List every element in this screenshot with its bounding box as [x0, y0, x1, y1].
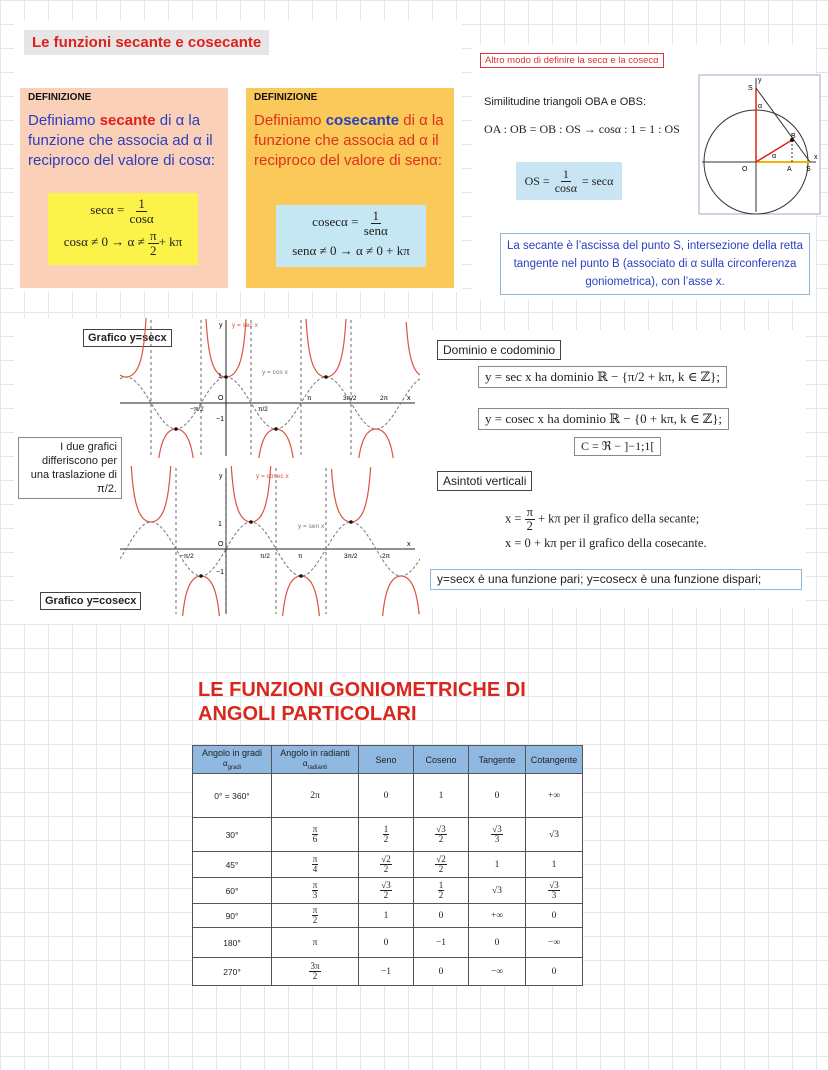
header-tangent: Tangente: [469, 746, 526, 774]
table-cell-tan: √3: [469, 878, 526, 904]
csc-tick-pi: π: [298, 553, 303, 560]
point-a-label: A: [787, 166, 792, 173]
table-row: [193, 774, 583, 818]
cosecant-definition-box: [246, 88, 454, 288]
secant-keyword: secante: [99, 112, 156, 129]
table-cell-deg: 90°: [193, 904, 272, 928]
csc-graph-label: Grafico y=cosecx: [40, 592, 141, 610]
table-cell-tan: 1: [469, 852, 526, 878]
sec-tick-neg-pi-2: −π/2: [190, 406, 204, 413]
special-angles-title-line2: ANGOLI PARTICOLARI: [198, 703, 417, 725]
sec-branch: [358, 322, 420, 458]
sec-one-label: 1: [218, 373, 222, 380]
fraction: $\frac{√3}{3}$: [549, 880, 559, 900]
sec-branch: [306, 319, 346, 377]
table-cell-sin: [359, 852, 414, 878]
secant-formula-den: cosα: [129, 210, 154, 226]
sec-asym-num: π: [526, 505, 533, 519]
table-cell-tan: 0: [469, 928, 526, 958]
cosecant-keyword: cosecante: [325, 112, 400, 129]
secant-formula: [48, 197, 198, 225]
table-cell-tan: +∞: [469, 904, 526, 928]
secant-geometric-note: La secante è l’ascissa del punto S, intersezione della retta tangente nel punto B (associato di α sulla circonferenza goniometrica), con l’asse x.: [500, 233, 810, 295]
cosecant-text-post: di α la funzione che associa ad α il reciproco del valore di senα:: [254, 112, 444, 169]
table-cell-deg: 270°: [193, 958, 272, 986]
translation-note: I due grafici differiscono per una traslazione di π/2.: [18, 437, 122, 499]
table-cell-rad: [272, 878, 359, 904]
csc-tick-3pi-2: 3π/2: [344, 553, 358, 560]
sec-x-label: x: [407, 395, 411, 402]
table-cell-cot: 1: [526, 852, 583, 878]
special-angles-title-line1: LE FUNZIONI GONIOMETRICHE DI: [198, 679, 526, 701]
diagram-y-label: y: [758, 77, 762, 84]
sec-branch: [159, 429, 194, 458]
page-title: Le funzioni secante e cosecante: [24, 30, 269, 55]
table-cell-rad: 2π: [272, 774, 359, 818]
sec-curve-label: y = sec x: [232, 322, 258, 329]
fraction: $\frac{1}{2}$: [383, 824, 389, 844]
sec-domain: y = sec x ha dominio ℝ − {π/2 + kπ, k ∈ ℤ};: [478, 366, 727, 388]
csc-extremum-point: [199, 574, 203, 578]
table-row: [193, 818, 583, 852]
header-radians-sub: α: [302, 759, 308, 769]
secant-condition-den: 2: [150, 242, 157, 258]
diagram-frame: [699, 75, 820, 214]
table-cell-cot: [526, 878, 583, 904]
table-cell-cos: [414, 878, 469, 904]
header-sine: Seno: [359, 746, 414, 774]
point-s-label: S: [806, 166, 811, 173]
header-degrees-label: Angolo in gradi: [201, 748, 263, 759]
header-cotangent: Cotangente: [526, 746, 583, 774]
fraction: $\frac{\pi}{2}$: [312, 905, 318, 925]
sec-y-label: y: [219, 322, 223, 329]
point-s-top-label: S: [748, 85, 753, 92]
secant-formula-box: [48, 193, 198, 265]
alternative-definition-title: Altro modo di definire la secα e la cosecα: [480, 53, 664, 68]
table-cell-deg: 30°: [193, 818, 272, 852]
sec-extremum-point: [324, 375, 328, 379]
table-cell-deg: 60°: [193, 878, 272, 904]
alpha-label: α: [772, 153, 777, 160]
sin-curve-label: y = sen x: [298, 523, 325, 530]
sec-origin-label: O: [218, 395, 224, 402]
secant-text-pre: Definiamo: [28, 112, 100, 129]
fraction: $\frac{3\pi}{2}$: [310, 961, 320, 981]
csc-branch: [131, 466, 171, 522]
secant-formula-lhs: secα =: [90, 202, 125, 218]
header-degrees-sub-small: gradi: [227, 764, 241, 771]
table-cell-tan: [469, 818, 526, 852]
fraction: $\frac{\pi}{6}$: [312, 824, 318, 844]
header-degrees-sub: α: [223, 759, 228, 769]
header-radians-label: Angolo in radianti: [280, 748, 350, 759]
sec-tick-pi-2: π/2: [258, 406, 268, 413]
fraction: $\frac{1}{2}$: [438, 880, 444, 900]
table-cell-cos: [414, 852, 469, 878]
csc-extremum-point: [349, 520, 353, 524]
csc-tick-pi-2: π/2: [260, 553, 270, 560]
table-cell-rad: [272, 852, 359, 878]
special-angles-table: [192, 745, 583, 986]
secant-definition-text: [28, 111, 220, 171]
csc-origin-label: O: [218, 541, 224, 548]
os-den: cosα: [554, 180, 577, 195]
cosecant-text-pre: Definiamo: [254, 112, 326, 129]
secant-text-post: di α la funzione che associa ad α il reciproco del valore di cosα:: [28, 112, 216, 169]
table-row: [193, 958, 583, 986]
secant-condition: [48, 229, 198, 257]
table-cell-cot: −∞: [526, 928, 583, 958]
csc-extremum-point: [249, 520, 253, 524]
point-o-label: O: [742, 166, 748, 173]
sec-tick-3pi-2: 3π/2: [343, 395, 357, 402]
header-cosine: Coseno: [414, 746, 469, 774]
parity-note: y=secx è una funzione pari; y=cosecx è una funzione dispari;: [430, 569, 802, 590]
table-cell-cos: [414, 818, 469, 852]
cosecant-condition: senα ≠ 0 → α ≠ 0 + kπ: [292, 243, 410, 259]
fraction: $\frac{√3}{3}$: [492, 824, 502, 844]
table-cell-rad: π: [272, 928, 359, 958]
fraction: $\frac{\pi}{3}$: [312, 880, 318, 900]
table-cell-tan: −∞: [469, 958, 526, 986]
table-cell-sin: 0: [359, 774, 414, 818]
sec-extremum-point: [174, 427, 178, 431]
header-radians: [272, 746, 359, 774]
os-formula: [516, 162, 622, 200]
table-cell-cot: 0: [526, 958, 583, 986]
table-cell-sin: 1: [359, 904, 414, 928]
similarity-ratio: OA : OB = OB : OS → cosα : 1 = 1 : OS: [484, 122, 680, 136]
table-cell-sin: [359, 818, 414, 852]
secant-definition-box: [20, 88, 228, 288]
csc-minus-one-label: −1: [216, 569, 224, 576]
alpha-top-label: α: [758, 103, 763, 110]
cosecant-definition-text: [254, 111, 446, 171]
csc-asymptotes: x = 0 + kπ per il grafico della cosecante.: [505, 536, 707, 550]
sec-graph-label: Grafico y=secx: [83, 329, 172, 347]
sec-minus-one-label: −1: [216, 416, 224, 423]
domain-title: Dominio e codominio: [437, 340, 561, 360]
table-cell-rad: [272, 904, 359, 928]
diagram-x-label: x: [814, 154, 818, 161]
header-radians-sub-small: radianti: [307, 764, 328, 771]
table-cell-cot: √3: [526, 818, 583, 852]
unit-circle-diagram: [698, 74, 822, 216]
csc-tick-2pi: 2π: [382, 553, 391, 560]
table-cell-cos: 0: [414, 904, 469, 928]
point-b-label: B: [791, 133, 796, 140]
codomain: C = ℜ − ]−1;1[: [574, 437, 661, 456]
csc-y-label: y: [219, 473, 223, 480]
sec-extremum-point: [224, 375, 228, 379]
cosecant-definition-heading: DEFINIZIONE: [254, 92, 318, 103]
sec-asym-pre: x =: [505, 511, 522, 526]
table-cell-rad: [272, 958, 359, 986]
special-angles-title: [198, 678, 526, 726]
table-cell-sin: −1: [359, 958, 414, 986]
secant-condition-post: + kπ: [158, 234, 183, 250]
sec-asymptotes: [505, 506, 699, 533]
table-cell-cot: +∞: [526, 774, 583, 818]
fraction: $\frac{√2}{2}$: [436, 854, 446, 874]
table-row: [193, 852, 583, 878]
cosecant-formula-lhs: cosecα =: [312, 214, 359, 230]
similarity-text: Similitudine triangoli OBA e OBS:: [484, 96, 647, 108]
fraction: $\frac{\pi}{4}$: [312, 854, 318, 874]
table-cell-deg: 180°: [193, 928, 272, 958]
secant-definition-heading: DEFINIZIONE: [28, 92, 92, 103]
csc-x-label: x: [407, 541, 411, 548]
header-degrees: [193, 746, 272, 774]
fraction: $\frac{√3}{2}$: [381, 880, 391, 900]
cosecant-formula-num: 1: [372, 208, 379, 223]
asymptotes-title: Asintoti verticali: [437, 471, 532, 491]
cosecant-formula-box: [276, 205, 426, 267]
cos-curve-label: y = cos x: [262, 369, 288, 376]
csc-branch: [182, 576, 220, 616]
csc-extremum-point: [299, 574, 303, 578]
table-cell-cot: 0: [526, 904, 583, 928]
sec-extremum-point: [274, 427, 278, 431]
table-cell-cos: 0: [414, 958, 469, 986]
table-cell-tan: 0: [469, 774, 526, 818]
table-cell-sin: [359, 878, 414, 904]
csc-curve-label: y = cosec x: [256, 473, 289, 480]
os-rhs: = secα: [582, 173, 614, 188]
sec-tick-pi: π: [307, 395, 312, 402]
fraction: $\frac{√3}{2}$: [436, 824, 446, 844]
table-cell-rad: [272, 818, 359, 852]
secant-condition-num: π: [150, 228, 157, 244]
csc-tick-neg-pi-2: −π/2: [180, 553, 194, 560]
table-row: [193, 878, 583, 904]
secant-formula-num: 1: [138, 196, 145, 211]
sec-asym-post: + kπ per il grafico della secante;: [538, 511, 700, 526]
table-cell-deg: 0° = 360°: [193, 774, 272, 818]
cosecant-formula-den: senα: [363, 222, 388, 238]
csc-domain: y = cosec x ha dominio ℝ − {0 + kπ, k ∈ ℤ};: [478, 408, 729, 430]
sec-tick-2pi: 2π: [380, 395, 389, 402]
cosecant-formula: [276, 209, 426, 237]
cosecant-graph: [120, 466, 420, 616]
table-row: [193, 928, 583, 958]
table-header-row: [193, 746, 583, 774]
sec-branch: [259, 429, 294, 458]
table-row: [193, 904, 583, 928]
sec-asym-den: 2: [526, 519, 533, 534]
table-cell-cos: −1: [414, 928, 469, 958]
table-cell-deg: 45°: [193, 852, 272, 878]
secant-graph: [120, 318, 420, 458]
fraction: $\frac{√2}{2}$: [381, 854, 391, 874]
csc-branch: [282, 576, 320, 616]
table-cell-cos: 1: [414, 774, 469, 818]
os-num: 1: [562, 166, 569, 181]
table-cell-sin: 0: [359, 928, 414, 958]
sec-branch: [120, 318, 146, 377]
os-lhs: OS =: [524, 173, 550, 188]
csc-one-label: 1: [218, 521, 222, 528]
secant-condition-pre: cosα ≠ 0 → α ≠: [63, 234, 145, 250]
